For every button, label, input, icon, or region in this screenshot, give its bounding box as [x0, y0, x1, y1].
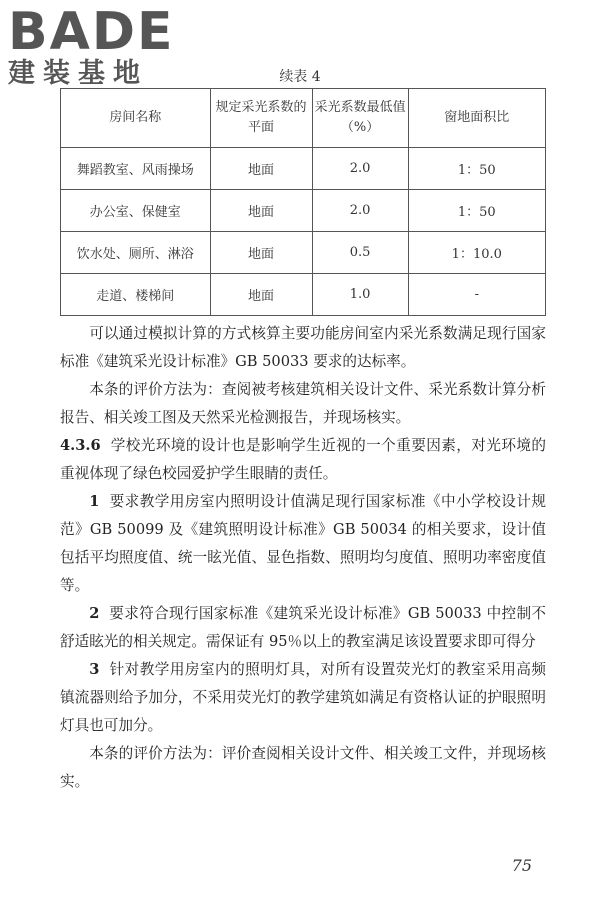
- clause-text: 学校光环境的设计也是影响学生近视的一个重要因素，对光环境的重视体现了绿色校园爱护学生眼睛的责任。: [60, 437, 546, 482]
- table-cell: 2.0: [312, 190, 408, 232]
- paragraph: 本条的评价方法为：评价查阅相关设计文件、相关竣工文件，并现场核实。: [60, 745, 546, 790]
- table-row: [61, 190, 546, 232]
- table-cell: 地面: [210, 232, 312, 274]
- logo-text-cn: 建装基地: [8, 58, 148, 89]
- item-number: 3: [89, 661, 100, 678]
- table-cell: 舞蹈教室、风雨操场: [61, 148, 211, 190]
- clause-4-3-6: [60, 432, 546, 488]
- paragraph: 可以通过模拟计算的方式核算主要功能房间室内采光系数满足现行国家标准《建筑采光设计标准》GB 50033 要求的达标率。: [60, 325, 546, 370]
- header-window-floor-ratio: 窗地面积比: [408, 89, 545, 148]
- item-number: 1: [89, 493, 100, 510]
- daylight-table: [60, 88, 546, 316]
- body-text: [60, 320, 546, 796]
- table-header-row: [61, 89, 546, 148]
- item-text: 针对教学用房室内的照明灯具，对所有设置荧光灯的教室采用高频镇流器则给予加分，不采用荧光灯的教学建筑如满足有资格认证的护眼照明灯具也可加分。: [60, 661, 546, 734]
- table-cell: 1：50: [408, 148, 545, 190]
- table-cell: 0.5: [312, 232, 408, 274]
- list-item: [60, 600, 546, 656]
- page-number: 75: [511, 856, 532, 875]
- table-cell: 走道、楼梯间: [61, 274, 211, 316]
- item-text: 要求符合现行国家标准《建筑采光设计标准》GB 50033 中控制不舒适眩光的相关规定。需保证有 95％以上的教室满足该设置要求即可得分: [60, 605, 546, 650]
- clause-number: 4.3.6: [60, 437, 101, 454]
- header-plane: 规定采光系数的平面: [210, 89, 312, 148]
- table-cell: 饮水处、厕所、淋浴: [61, 232, 211, 274]
- header-room-name: 房间名称: [61, 89, 211, 148]
- logo-text-en: BADE: [8, 2, 175, 62]
- table-cell: -: [408, 274, 545, 316]
- item-text: 要求教学用房室内照明设计值满足现行国家标准《中小学校设计规范》GB 50099 及《建筑照明设计标准》GB 50034 的相关要求，设计值包括平均照度值、统一眩光值、显色指数、照明均匀度值、照明功率密度值等。: [60, 493, 546, 594]
- table-cell: 1：10.0: [408, 232, 545, 274]
- table-cell: 1：50: [408, 190, 545, 232]
- list-item: [60, 656, 546, 740]
- table-cell: 1.0: [312, 274, 408, 316]
- table-caption: 续表 4: [279, 69, 321, 85]
- table-cell: 办公室、保健室: [61, 190, 211, 232]
- table-row: [61, 148, 546, 190]
- header-min-coefficient: 采光系数最低值（%）: [312, 89, 408, 148]
- table-cell: 地面: [210, 274, 312, 316]
- table-cell: 地面: [210, 148, 312, 190]
- list-item: [60, 488, 546, 600]
- paragraph: 本条的评价方法为：查阅被考核建筑相关设计文件、采光系数计算分析报告、相关竣工图及天然采光检测报告，并现场核实。: [60, 381, 546, 426]
- table-cell: 2.0: [312, 148, 408, 190]
- table-cell: 地面: [210, 190, 312, 232]
- table-row: [61, 274, 546, 316]
- table-row: [61, 232, 546, 274]
- item-number: 2: [89, 605, 100, 622]
